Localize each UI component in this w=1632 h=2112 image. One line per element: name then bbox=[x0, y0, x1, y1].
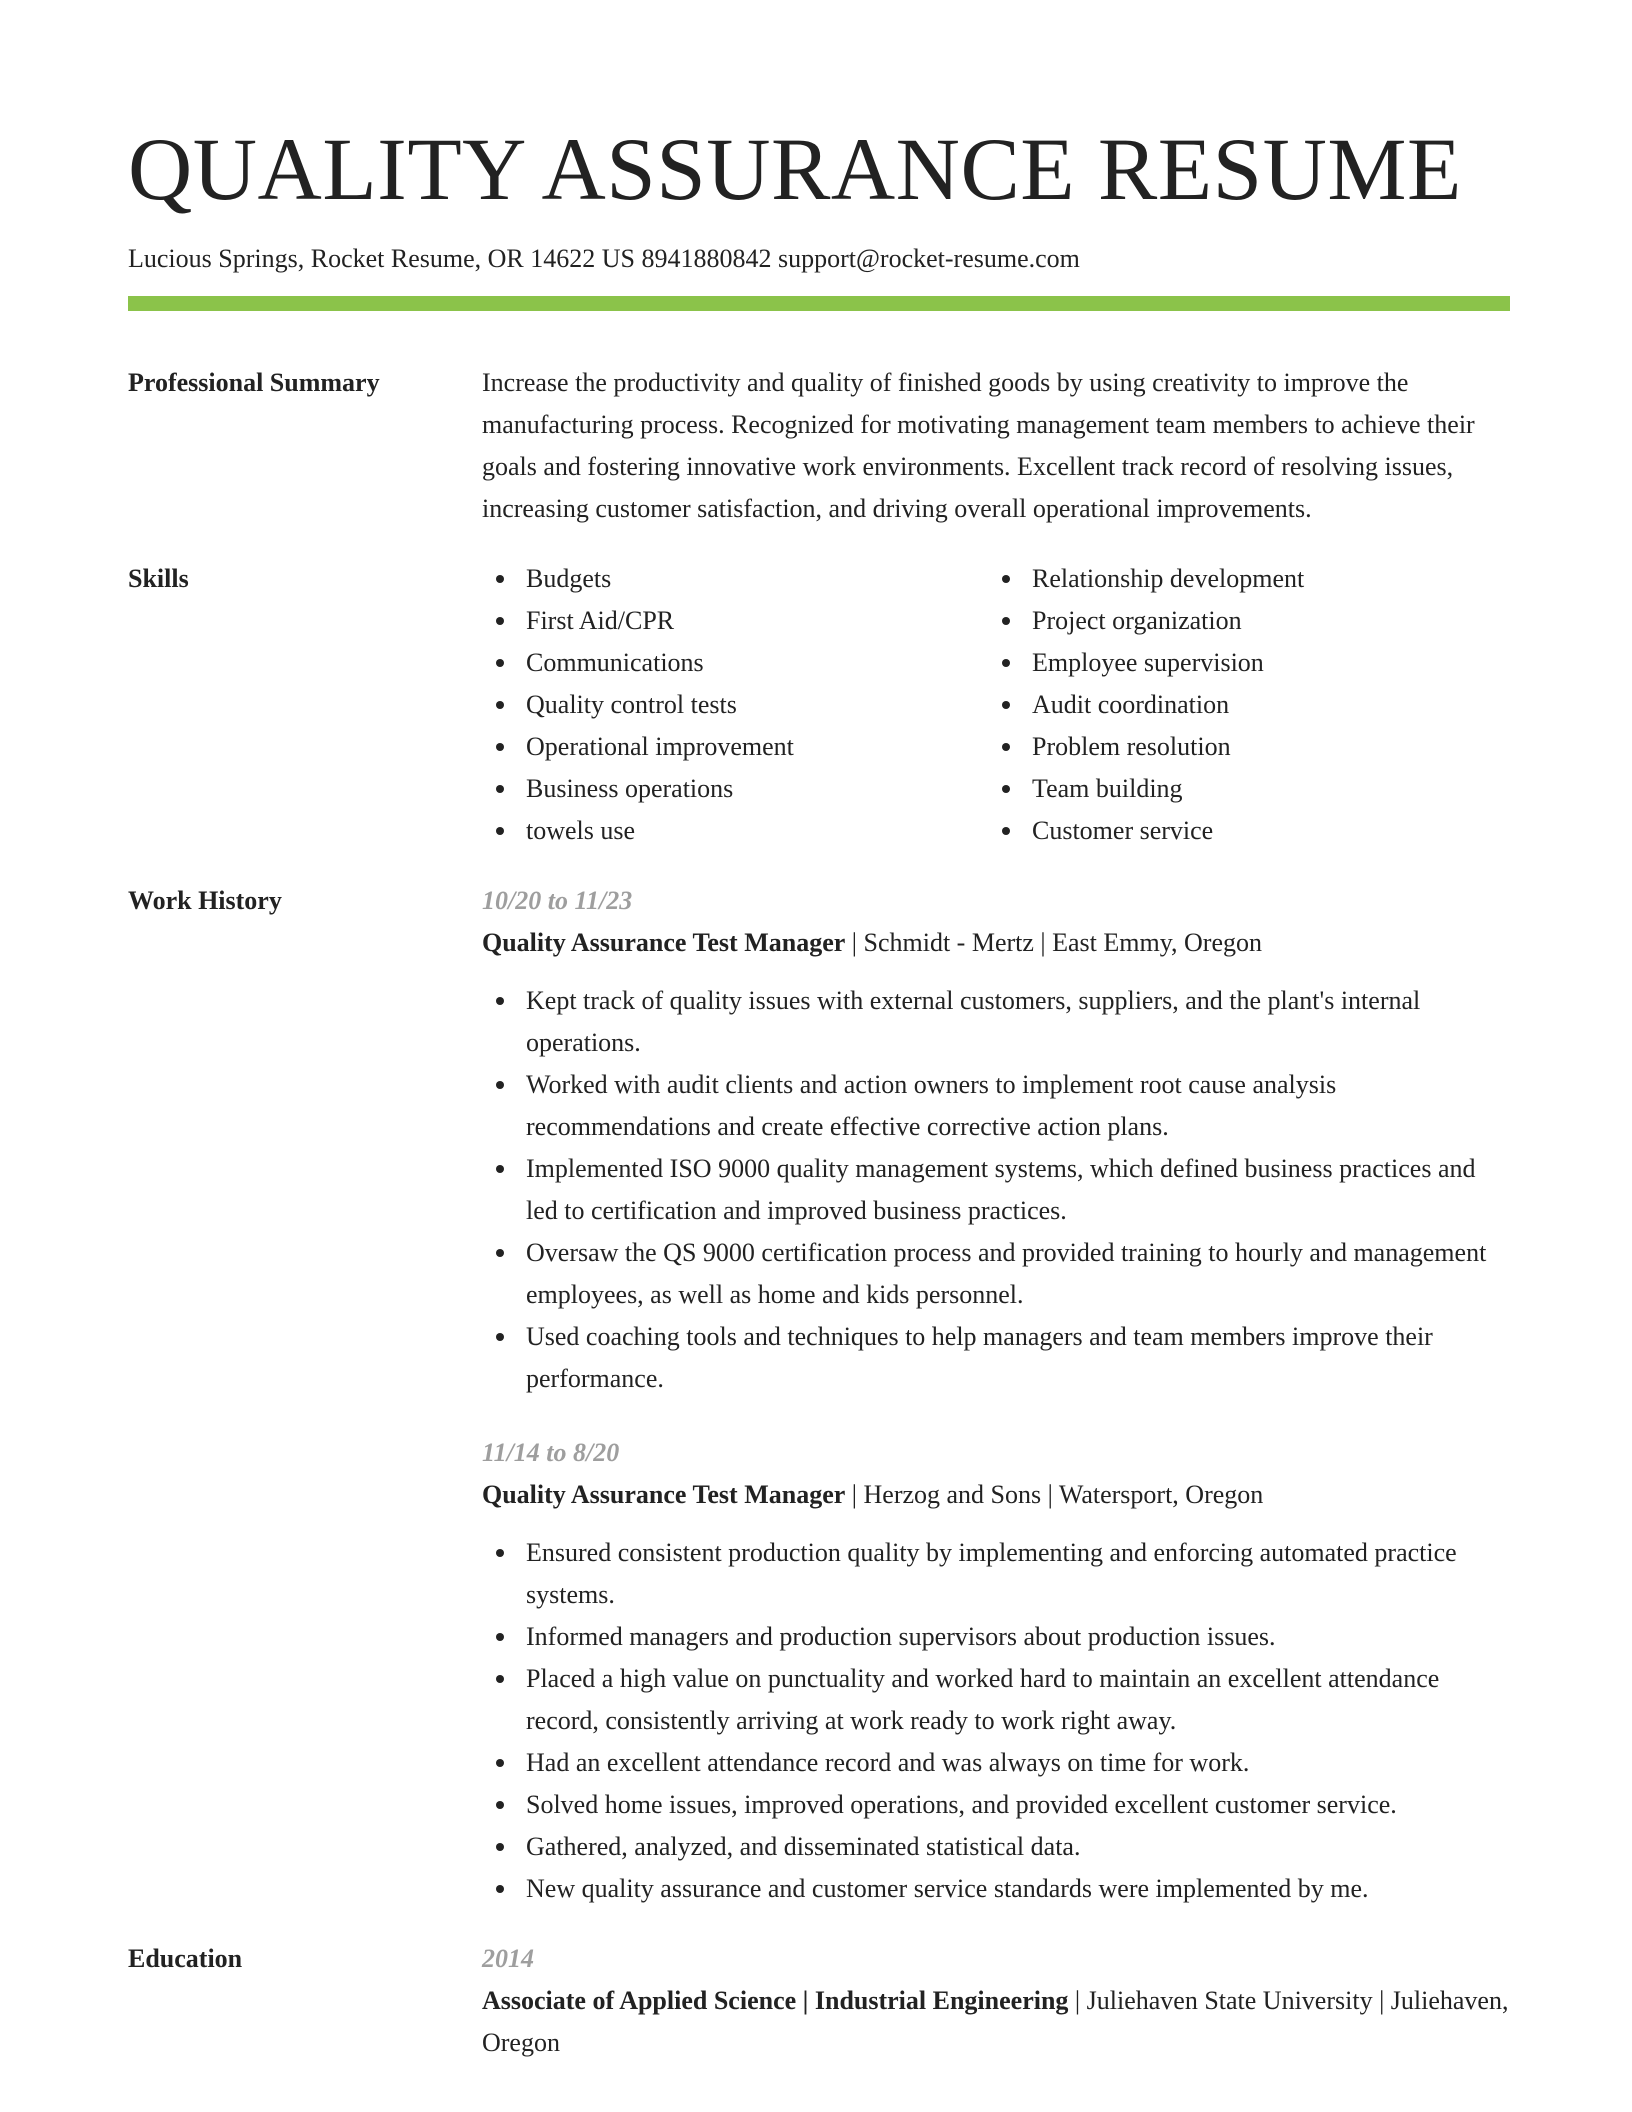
job-title: Quality Assurance Test Manager bbox=[482, 1480, 846, 1509]
degree-title: Associate of Applied Science | Industrial Engineering bbox=[482, 1986, 1069, 2015]
skill-item: First Aid/CPR bbox=[482, 600, 988, 642]
skill-item: towels use bbox=[482, 810, 988, 852]
duty-item: Implemented ISO 9000 quality management systems, which defined business practices and led to certification and improved business practices. bbox=[482, 1148, 1510, 1232]
job-details: | Schmidt - Mertz | East Emmy, Oregon bbox=[845, 928, 1262, 957]
section-label: Work History bbox=[128, 886, 282, 915]
skill-item: Quality control tests bbox=[482, 684, 988, 726]
duty-item: Kept track of quality issues with external customers, suppliers, and the plant's internal operations. bbox=[482, 980, 1510, 1064]
section-label: Professional Summary bbox=[128, 368, 380, 397]
skill-item: Customer service bbox=[988, 810, 1494, 852]
resume-title: QUALITY ASSURANCE RESUME bbox=[128, 121, 1462, 219]
job-entry bbox=[482, 1432, 1510, 1910]
skill-item: Budgets bbox=[482, 558, 988, 600]
work-history-section bbox=[128, 880, 1510, 1910]
duty-item: Worked with audit clients and action owners to implement root cause analysis recommendations and create effective corrective action plans. bbox=[482, 1064, 1510, 1148]
skills-list-left bbox=[482, 558, 988, 852]
duty-item: Placed a high value on punctuality and worked hard to maintain an excellent attendance record, consistently arriving at work ready to work right away. bbox=[482, 1658, 1510, 1742]
skill-item: Employee supervision bbox=[988, 642, 1494, 684]
job-title: Quality Assurance Test Manager bbox=[482, 928, 846, 957]
job-heading bbox=[482, 1474, 1510, 1516]
skills-section bbox=[128, 558, 1510, 852]
job-entry bbox=[482, 880, 1510, 1400]
job-details: | Herzog and Sons | Watersport, Oregon bbox=[845, 1480, 1264, 1509]
duty-item: Solved home issues, improved operations, and provided excellent customer service. bbox=[482, 1784, 1510, 1826]
resume-page bbox=[128, 0, 1510, 2064]
duty-item: Gathered, analyzed, and disseminated statistical data. bbox=[482, 1826, 1510, 1868]
skills-list-right bbox=[988, 558, 1494, 852]
education-heading bbox=[482, 1980, 1510, 2064]
skill-item: Audit coordination bbox=[988, 684, 1494, 726]
skill-item: Team building bbox=[988, 768, 1494, 810]
education-details: | Juliehaven State University | Juliehaven, Oregon bbox=[482, 1986, 1509, 2057]
accent-divider bbox=[128, 296, 1510, 311]
duty-item: Had an excellent attendance record and was always on time for work. bbox=[482, 1742, 1510, 1784]
skill-item: Problem resolution bbox=[988, 726, 1494, 768]
contact-line: Lucious Springs, Rocket Resume, OR 14622 US 8941880842 support@rocket-resume.com bbox=[128, 244, 1080, 273]
skill-item: Communications bbox=[482, 642, 988, 684]
education-section bbox=[128, 1938, 1510, 2064]
job-heading bbox=[482, 922, 1510, 964]
duty-item: Oversaw the QS 9000 certification process and provided training to hourly and management employees, as well as home and kids personnel. bbox=[482, 1232, 1510, 1316]
skill-item: Relationship development bbox=[988, 558, 1494, 600]
skill-item: Business operations bbox=[482, 768, 988, 810]
job-dates: 11/14 to 8/20 bbox=[482, 1438, 620, 1467]
job-dates: 10/20 to 11/23 bbox=[482, 886, 633, 915]
duty-item: Ensured consistent production quality by implementing and enforcing automated practice systems. bbox=[482, 1532, 1510, 1616]
duty-item: Informed managers and production supervisors about production issues. bbox=[482, 1616, 1510, 1658]
professional-summary-section bbox=[128, 362, 1510, 530]
duty-item: Used coaching tools and techniques to help managers and team members improve their performance. bbox=[482, 1316, 1510, 1400]
skill-item: Project organization bbox=[988, 600, 1494, 642]
skill-item: Operational improvement bbox=[482, 726, 988, 768]
education-year: 2014 bbox=[482, 1944, 534, 1973]
section-label: Skills bbox=[128, 564, 189, 593]
job-duties bbox=[482, 1532, 1510, 1910]
summary-text: Increase the productivity and quality of finished goods by using creativity to improve the manufacturing process. Recognized for motivating management team members to achieve their goals and fostering innovative work environments. Excellent track record of resolving issues, increasing customer satisfaction, and driving overall operational improvements. bbox=[482, 368, 1475, 523]
duty-item: New quality assurance and customer service standards were implemented by me. bbox=[482, 1868, 1510, 1910]
section-label: Education bbox=[128, 1944, 243, 1973]
job-duties bbox=[482, 980, 1510, 1400]
